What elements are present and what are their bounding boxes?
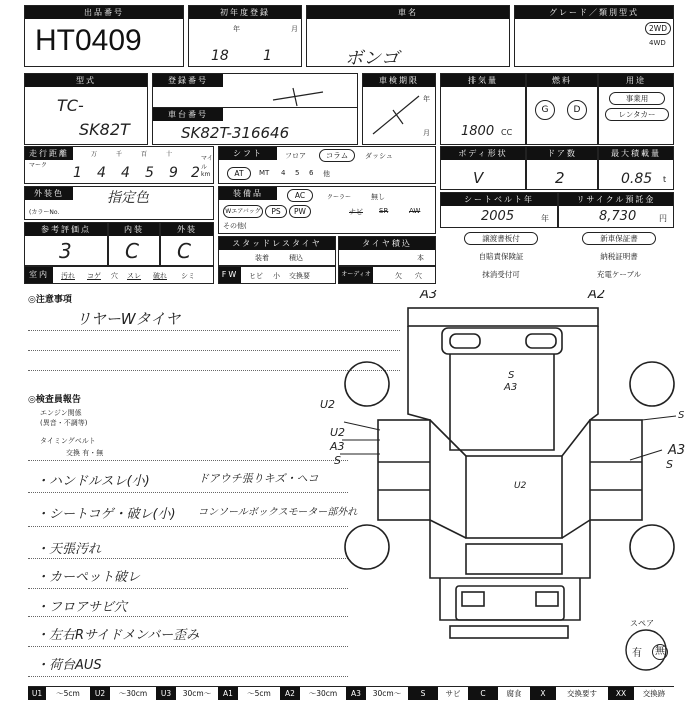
inspector-timing: タイミングベルト (40, 437, 96, 445)
inspector-line-3: ・天張汚れ (36, 542, 102, 557)
shift-box (218, 146, 436, 184)
recycle-header: リサイクル預託金 (559, 193, 673, 206)
inspection-box (362, 73, 436, 145)
inspector-engine: エンジン関係 (40, 409, 82, 417)
doc-cable: 充電ケーブル (582, 268, 656, 281)
audio-label: オーディオ (339, 267, 373, 283)
audio-hole: 穴 (415, 272, 422, 280)
legend-c-code: C (468, 686, 498, 700)
mark-u2-left-2: U2 (330, 426, 346, 439)
wheel-rear-right (630, 525, 674, 569)
tire-stack-box (338, 236, 436, 266)
legend-a2-code: A2 (280, 686, 300, 700)
doors: 2 (555, 169, 565, 187)
interior-box (108, 222, 160, 266)
front-bumper-top (408, 308, 598, 326)
year-label: 年 (233, 25, 240, 33)
legend-xx-code: XX (608, 686, 634, 700)
fw-crack: ヒビ (249, 272, 263, 280)
color: 指定色 (107, 190, 149, 206)
purpose-box (598, 73, 674, 145)
month-label: 月 (291, 25, 298, 33)
mileage-unit-sen: 千 (116, 151, 123, 158)
chassis-header: 車台番号 (153, 108, 223, 121)
doc-tax: 納税証明書 (582, 250, 656, 263)
mark-a3-front-left: A3 (420, 290, 438, 302)
color-box (24, 186, 214, 220)
inspector-title: ◎検査員報告 (28, 395, 81, 405)
inspector-exchange: 交換 有・無 (66, 449, 104, 457)
registration-box (152, 73, 358, 109)
fw-row (218, 266, 336, 284)
interior-dirt: 汚れ (61, 272, 75, 280)
right-side-body (590, 420, 642, 520)
eval-header: 参考評価点 (25, 223, 107, 236)
legend-a1-code: A1 (218, 686, 238, 700)
eval-score: 3 (59, 239, 72, 263)
inspector-right-1: ドアウチ張りキズ・ヘコ (198, 472, 319, 485)
model-header: 型式 (25, 74, 147, 87)
capacity-unit: t (663, 175, 667, 184)
inspection-header: 車検期限 (363, 74, 435, 87)
fuel-box (526, 73, 598, 145)
mark-u2-left-1: U2 (320, 398, 336, 411)
wheel-rear-left (345, 525, 389, 569)
grade-4wd: 4WD (649, 39, 666, 47)
documents-box (440, 230, 674, 282)
shift-header: シフト (219, 147, 277, 160)
inspector-right-2: コンソールボックスモーター部外れ (198, 507, 358, 518)
car-name-header: 車名 (307, 6, 509, 19)
legend-s-desc: サビ (438, 686, 468, 700)
shift-6: 6 (309, 169, 314, 177)
doors-header: ドア数 (527, 147, 597, 160)
eval-box (24, 222, 108, 266)
fw-replace: 交換要 (289, 272, 310, 280)
mileage-digit-5: 9 (169, 165, 178, 181)
exterior-score: C (177, 239, 191, 263)
equipment-navi: ナビ (349, 208, 363, 216)
grade-box (514, 5, 674, 67)
model-prefix: TC- (57, 96, 84, 115)
inspector-line-6: ・左右Rサイドメンバー歪み (36, 628, 200, 643)
fw-label: FW (219, 267, 241, 283)
capacity-header: 最大積載量 (599, 147, 673, 160)
inspector-line-4: ・カーペット破レ (36, 570, 141, 585)
legend-a2-desc: 〜30cm (300, 686, 346, 700)
equipment-pw: PW (289, 205, 311, 218)
tire-stack-header: タイヤ積込 (339, 237, 435, 250)
notes-title: ◎注意事項 (28, 295, 72, 305)
inspection-month-label: 月 (423, 129, 430, 137)
displacement-value: 1800 (461, 124, 495, 139)
legend-u1-desc: 〜5cm (46, 686, 90, 700)
studless-header: スタッドレスタイヤ (219, 237, 335, 250)
doc-deregistration: 抹消受付可 (464, 268, 538, 281)
shift-mt: MT (259, 169, 270, 177)
left-side-body (378, 420, 430, 520)
legend-x-code: X (530, 686, 556, 700)
grade-header: グレード／類別型式 (515, 6, 673, 19)
interior-tear: 破れ (153, 272, 167, 280)
legend-a3-desc: 30cm〜 (366, 686, 408, 700)
lot-id: HT0409 (35, 24, 142, 57)
seatbelt-box (440, 192, 558, 228)
cargo-bed (466, 456, 562, 538)
fuel-gasoline: G (535, 100, 555, 120)
first-reg-month: 1 (263, 48, 272, 64)
doc-insurance: 自賠責保険証 (464, 250, 538, 263)
lot-number-header: 出品番号 (25, 6, 183, 19)
tire-stack-unit: 本 (417, 254, 424, 262)
spare-absent: 無 (652, 644, 668, 660)
studless-box (218, 236, 336, 266)
interior-hole: 穴 (111, 272, 118, 280)
capacity: 0.85 (621, 171, 653, 187)
inspector-line-1: ・ハンドルスレ(小) (36, 474, 150, 489)
shift-other: 他 (323, 170, 330, 178)
shift-floor: フロア (285, 152, 306, 160)
audio-row (338, 266, 436, 284)
doors-box (526, 146, 598, 190)
legend-c-desc: 腐食 (498, 686, 530, 700)
body-type-header: ボディ形状 (441, 147, 525, 160)
registration-strike (253, 86, 333, 108)
shift-at: AT (227, 167, 251, 180)
body-type: V (473, 169, 484, 187)
interior-condition-label: 室内 (25, 267, 53, 283)
interior-stain: シミ (181, 272, 195, 280)
mark-s-cab: S (508, 370, 515, 381)
chassis-box (152, 107, 358, 145)
mileage-box (24, 146, 214, 184)
exterior-header: 外装 (161, 223, 213, 236)
mileage-mark: マーク (29, 162, 48, 169)
legend-u3-desc: 30cm〜 (176, 686, 218, 700)
wheel-front-right (630, 362, 674, 406)
legend-a1-desc: 〜5cm (238, 686, 280, 700)
color-sub: (カラーNo. (29, 209, 60, 216)
equipment-airbag: Wエアバッグ (223, 205, 263, 218)
equipment-cooler: クーラー (327, 194, 352, 201)
legend-x-desc: 交換要す (556, 686, 608, 700)
car-name: ボンゴ (345, 48, 399, 69)
wheel-front-left (345, 362, 389, 406)
first-reg-year: 18 (211, 48, 229, 64)
displacement-box (440, 73, 526, 145)
legend-s-code: S (408, 686, 438, 700)
recycle-amount: 8,730 (599, 209, 637, 224)
equipment-header: 装備品 (219, 187, 277, 200)
interior-wear: スレ (127, 272, 141, 280)
mark-a3-left: A3 (330, 440, 345, 453)
inspection-year-label: 年 (423, 95, 430, 103)
notes-text: リヤーWタイヤ (76, 310, 181, 328)
equipment-aw: AW (409, 207, 421, 215)
mileage-digit-2: 4 (97, 165, 106, 181)
shift-dash: ダッシュ (365, 152, 393, 160)
legend-xx-desc: 交換跡 (634, 686, 674, 700)
legend-a3-code: A3 (346, 686, 366, 700)
legend-u2-desc: 〜30cm (110, 686, 156, 700)
displacement-header: 排気量 (441, 74, 525, 87)
doc-warranty: 新車保証書 (582, 232, 656, 245)
interior-score: C (125, 239, 139, 263)
mileage-digit-6: 2 (191, 165, 200, 181)
mileage-digit-4: 5 (145, 165, 154, 181)
fuel-header: 燃料 (527, 74, 597, 87)
studless-mounted: 装着 (255, 254, 269, 262)
purpose-rental: レンタカー (605, 108, 669, 121)
equipment-sr: SR (379, 207, 389, 215)
audio-missing: 欠 (395, 272, 402, 280)
registration-header: 登録番号 (153, 74, 223, 87)
mark-a2-front-right: A2 (588, 290, 606, 302)
shift-5: 5 (295, 169, 300, 177)
inspector-line-2: ・シートコゲ・破レ(小) (36, 507, 176, 522)
inspector-line-5: ・フロアサビ穴 (36, 600, 128, 615)
equipment-box (218, 186, 436, 234)
grade-2wd: 2WD (645, 22, 671, 35)
rear-panel (456, 586, 564, 620)
model-code: SK82T (79, 120, 130, 139)
mileage-unit-juu: 十 (166, 151, 173, 158)
shift-column: コラム (319, 149, 355, 162)
mark-s-right-top: S (678, 410, 685, 421)
spare-present: 有 (632, 648, 642, 659)
chassis-number: SK82T-316646 (181, 124, 290, 142)
displacement-unit: CC (501, 128, 513, 137)
mileage-digit-3: 4 (121, 165, 130, 181)
mark-u2-bed: U2 (514, 481, 527, 491)
first-registration-box (188, 5, 302, 67)
mileage-unit: マイル km (201, 155, 213, 178)
purpose-header: 用途 (599, 74, 673, 87)
first-registration-header: 初年度登録 (189, 6, 301, 19)
interior-burn: コゲ (87, 272, 101, 280)
mileage-unit-hyaku: 百 (141, 151, 148, 158)
interior-condition-row (24, 266, 214, 284)
cab-roof (442, 328, 562, 354)
car-name-box (306, 5, 510, 67)
mileage-unit-man: 万 (91, 151, 98, 158)
recycle-box (558, 192, 674, 228)
rear-bumper (450, 626, 568, 638)
interior-header: 内装 (109, 223, 159, 236)
cab-top (450, 354, 554, 450)
mark-a3-right: A3 (668, 443, 686, 458)
inspection-strike (369, 90, 425, 140)
doc-transfer: 譲渡書板付 (464, 232, 538, 245)
recycle-unit: 円 (659, 214, 667, 223)
body-type-box (440, 146, 526, 190)
mark-s-right: S (666, 458, 673, 471)
color-header: 外装色 (25, 187, 73, 200)
equipment-ac: AC (287, 189, 313, 202)
spare-label: スペア (630, 619, 654, 628)
seatbelt-year: 2005 (481, 209, 515, 224)
shift-4: 4 (281, 169, 286, 177)
mark-s-left: S (334, 454, 341, 467)
fuel-diesel: D (567, 100, 587, 120)
equipment-none: 無し (371, 193, 385, 201)
seatbelt-unit: 年 (541, 214, 549, 223)
legend-u2-code: U2 (90, 686, 110, 700)
equipment-ps: PS (265, 205, 287, 218)
mileage-header: 走行距離 (25, 147, 73, 160)
fw-small: 小 (273, 272, 280, 280)
mark-a3-cab: A3 (504, 382, 518, 393)
lot-number-box (24, 5, 184, 67)
seatbelt-header: シートベルト年 (441, 193, 557, 206)
legend-u1-code: U1 (28, 686, 46, 700)
exterior-box (160, 222, 214, 266)
equipment-other: その他( (223, 222, 247, 230)
legend-u3-code: U3 (156, 686, 176, 700)
purpose-business: 事業用 (609, 92, 665, 105)
inspector-engine-sub: (異音・不調等) (40, 419, 88, 427)
model-box (24, 73, 148, 145)
mileage-digit-1: 1 (73, 165, 82, 181)
studless-loaded: 積込 (289, 254, 303, 262)
capacity-box (598, 146, 674, 190)
inspector-line-7: ・荷台AUS (36, 658, 102, 673)
